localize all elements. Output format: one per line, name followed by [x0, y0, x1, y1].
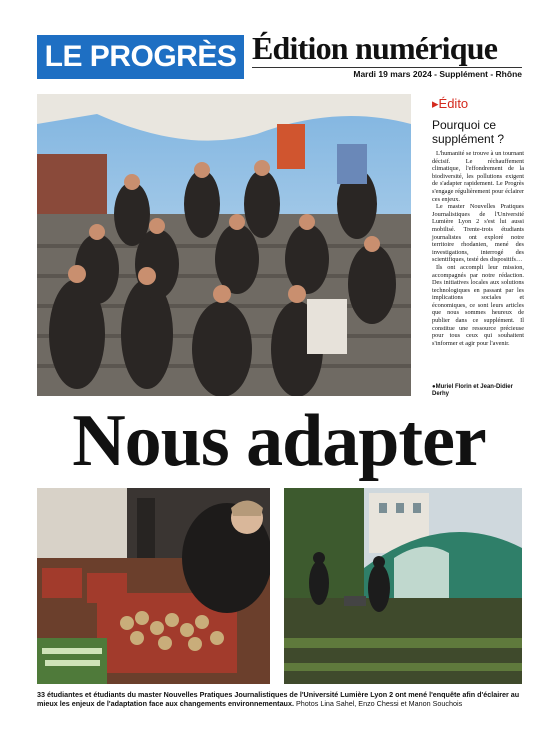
masthead-rule — [252, 67, 522, 68]
edito-paragraph: Le master Nouvelles Pratiques Journalistiques de l'Université Lumière Lyon 2 s'est lui aussi mobilisé. Trente-trois étudiants journalistes ont exploré notre territoire rhodanien, mené des investigations, interrogé des scientifiques, testé des dispositifs… — [432, 203, 524, 264]
photo-caption — [37, 690, 525, 708]
edito-signature: ●Muriel Florin et Jean-Didier Derhy — [432, 384, 513, 397]
caption-credit: Photos Lina Sahel, Enzo Chessi et Manon Souchois — [295, 699, 463, 708]
edito-body — [432, 150, 524, 347]
edito-paragraph: Ils ont accompli leur mission, accompagnés par notre rédaction. Des initiatives locales aux solutions technologiques en passant par les implications sociales et économiques, ce sont leurs articles que nous sommes heureux de publier dans ce supplément. Il constitue une ressource précieuse pour tous ceux qui souhaitent s'informer et agir pour l'avenir. — [432, 263, 524, 347]
garden-photo — [284, 488, 522, 684]
le-progres-logo: LE PROGRÈS — [37, 35, 244, 79]
group-photo — [37, 94, 411, 396]
edito-title: Pourquoi ce supplément ? — [432, 118, 505, 146]
dateline: Mardi 19 mars 2024 - Supplément - Rhône — [353, 69, 522, 79]
edito-label: ▸Édito — [432, 96, 469, 111]
headline: Nous adapter — [72, 400, 486, 482]
edito-paragraph: L'humanité se trouve à un tournant décisif. Le réchauffement climatique, l'effondrement de la biodiversité, les pollutions exigent de s'adapter rapidement. Le Progrès s'engage régulièrement pour éclairer ces enjeux. — [432, 150, 524, 203]
market-photo — [37, 488, 270, 684]
edition-title: Édition numérique — [252, 30, 498, 66]
caption-main: 33 étudiantes et étudiants du master Nouvelles Pratiques Journalistiques de l'Université Lumière Lyon 2 ont mené l'enquête afin d'éclairer au mieux les enjeux de l'adaptation face aux changements environnementaux. — [37, 690, 520, 708]
